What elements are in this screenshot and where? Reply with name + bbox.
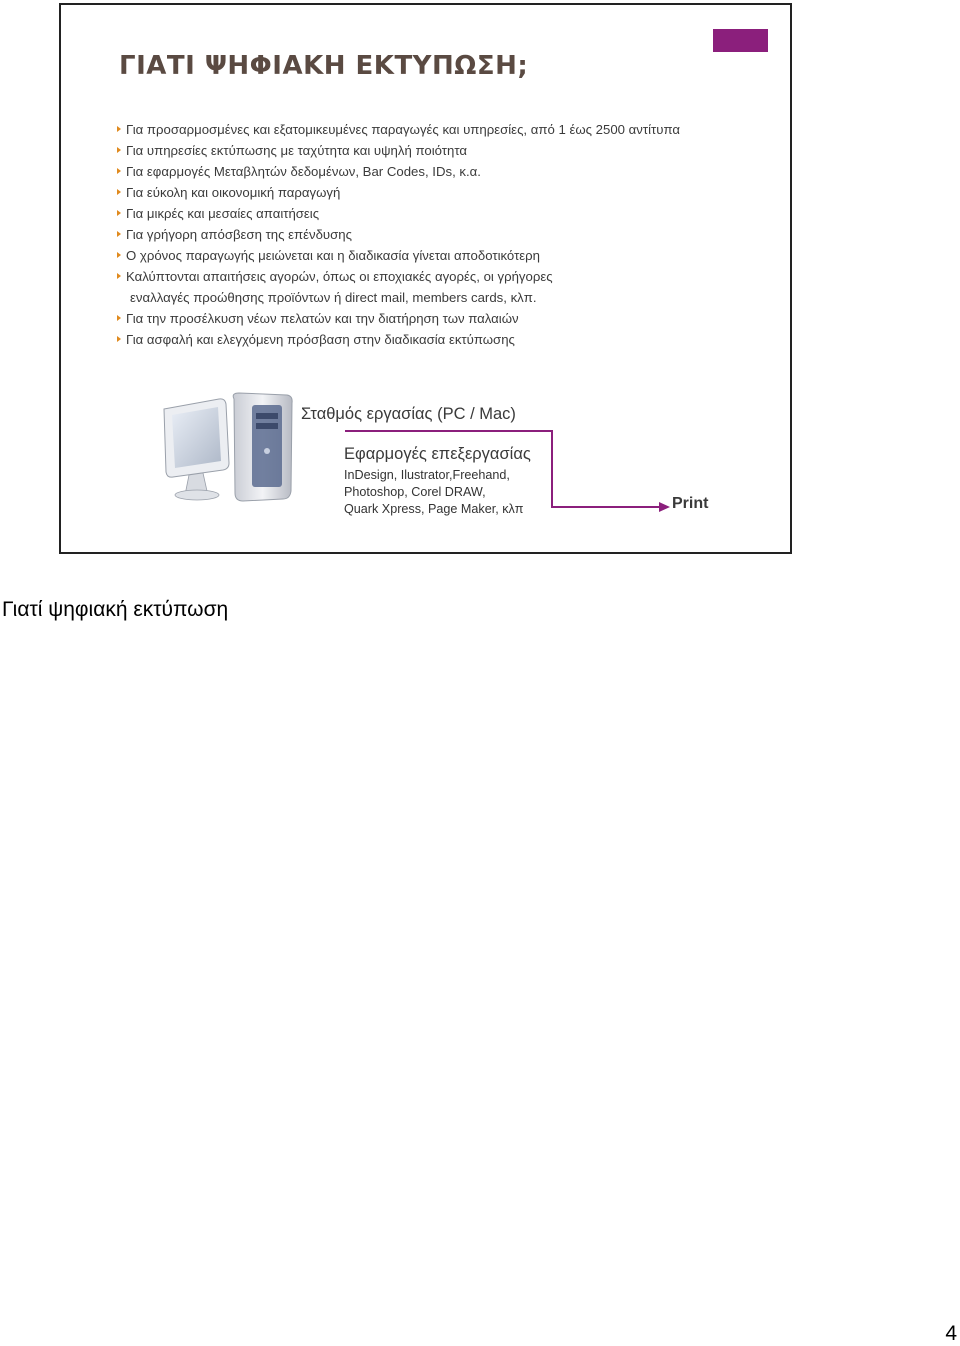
bullet-text-continuation: εναλλαγές προώθησης προϊόντων ή direct mail, members cards, κλπ. [130,290,537,305]
bullet-text: Για γρήγορη απόσβεση της επένδυσης [126,227,352,242]
bullet-text: Για εύκολη και οικονομική παραγωγή [126,185,341,200]
bullet-text: Για την προσέλκυση νέων πελατών και την διατήρηση των παλαιών [126,311,519,326]
bullet-text: Για ασφαλή και ελεγχόμενη πρόσβαση στην διαδικασία εκτύπωσης [126,332,515,347]
bullet-text: Ο χρόνος παραγωγής μειώνεται και η διαδικασία γίνεται αποδοτικότερη [126,248,541,263]
bullet-item [117,182,747,203]
bullet-arrow-icon [117,210,121,216]
bullet-text: Για υπηρεσίες εκτύπωσης με ταχύτητα και υψηλή ποιότητα [126,143,467,158]
applications-line: Photoshop, Corel DRAW, [344,485,486,499]
bullet-arrow-icon [117,126,121,132]
bullet-item [117,140,747,161]
bullet-item [117,224,747,245]
bullet-item [117,161,747,182]
bullet-list [117,119,747,350]
applications-title: Εφαρμογές επεξεργασίας [344,445,531,463]
bullet-text: Για εφαρμογές Μεταβλητών δεδομένων, Bar Codes, IDs, κ.α. [126,164,481,179]
bullet-text: Καλύπτονται απαιτήσεις αγορών, όπως οι εποχιακές αγορές, οι γρήγορες [126,269,553,284]
bullet-item [117,308,747,329]
page-number: 4 [945,1322,957,1345]
bullet-arrow-icon [117,189,121,195]
bullet-item [117,266,747,308]
workstation-label: Σταθμός εργασίας (PC / Mac) [301,405,516,423]
bullet-arrow-icon [117,168,121,174]
slide [59,3,792,554]
bullet-item [117,203,747,224]
bullet-arrow-icon [117,273,121,279]
bullet-arrow-icon [117,231,121,237]
bullet-arrow-icon [117,147,121,153]
computer-workstation-icon [159,391,299,506]
applications-list [344,467,523,518]
bullet-arrow-icon [117,252,121,258]
print-label: Print [672,495,709,512]
bullet-item [117,245,747,266]
bullet-arrow-icon [117,336,121,342]
bullet-arrow-icon [117,315,121,321]
slide-title: ΓΙΑΤΙ ΨΗΦΙΑΚΗ ΕΚΤΥΠΩΣΗ; [119,51,529,81]
accent-box [713,29,768,52]
bullet-item [117,329,747,350]
applications-line: InDesign, Ilustrator,Freehand, [344,468,510,482]
applications-line: Quark Xpress, Page Maker, κλπ [344,502,524,516]
slide-caption: Γιατί ψηφιακή εκτύπωση [2,598,229,621]
bullet-item [117,119,747,140]
bullet-text: Για μικρές και μεσαίες απαιτήσεις [126,206,320,221]
bullet-text: Για προσαρμοσμένες και εξατομικευμένες παραγωγές και υπηρεσίες, από 1 έως 2500 αντίτυπα [126,122,680,137]
